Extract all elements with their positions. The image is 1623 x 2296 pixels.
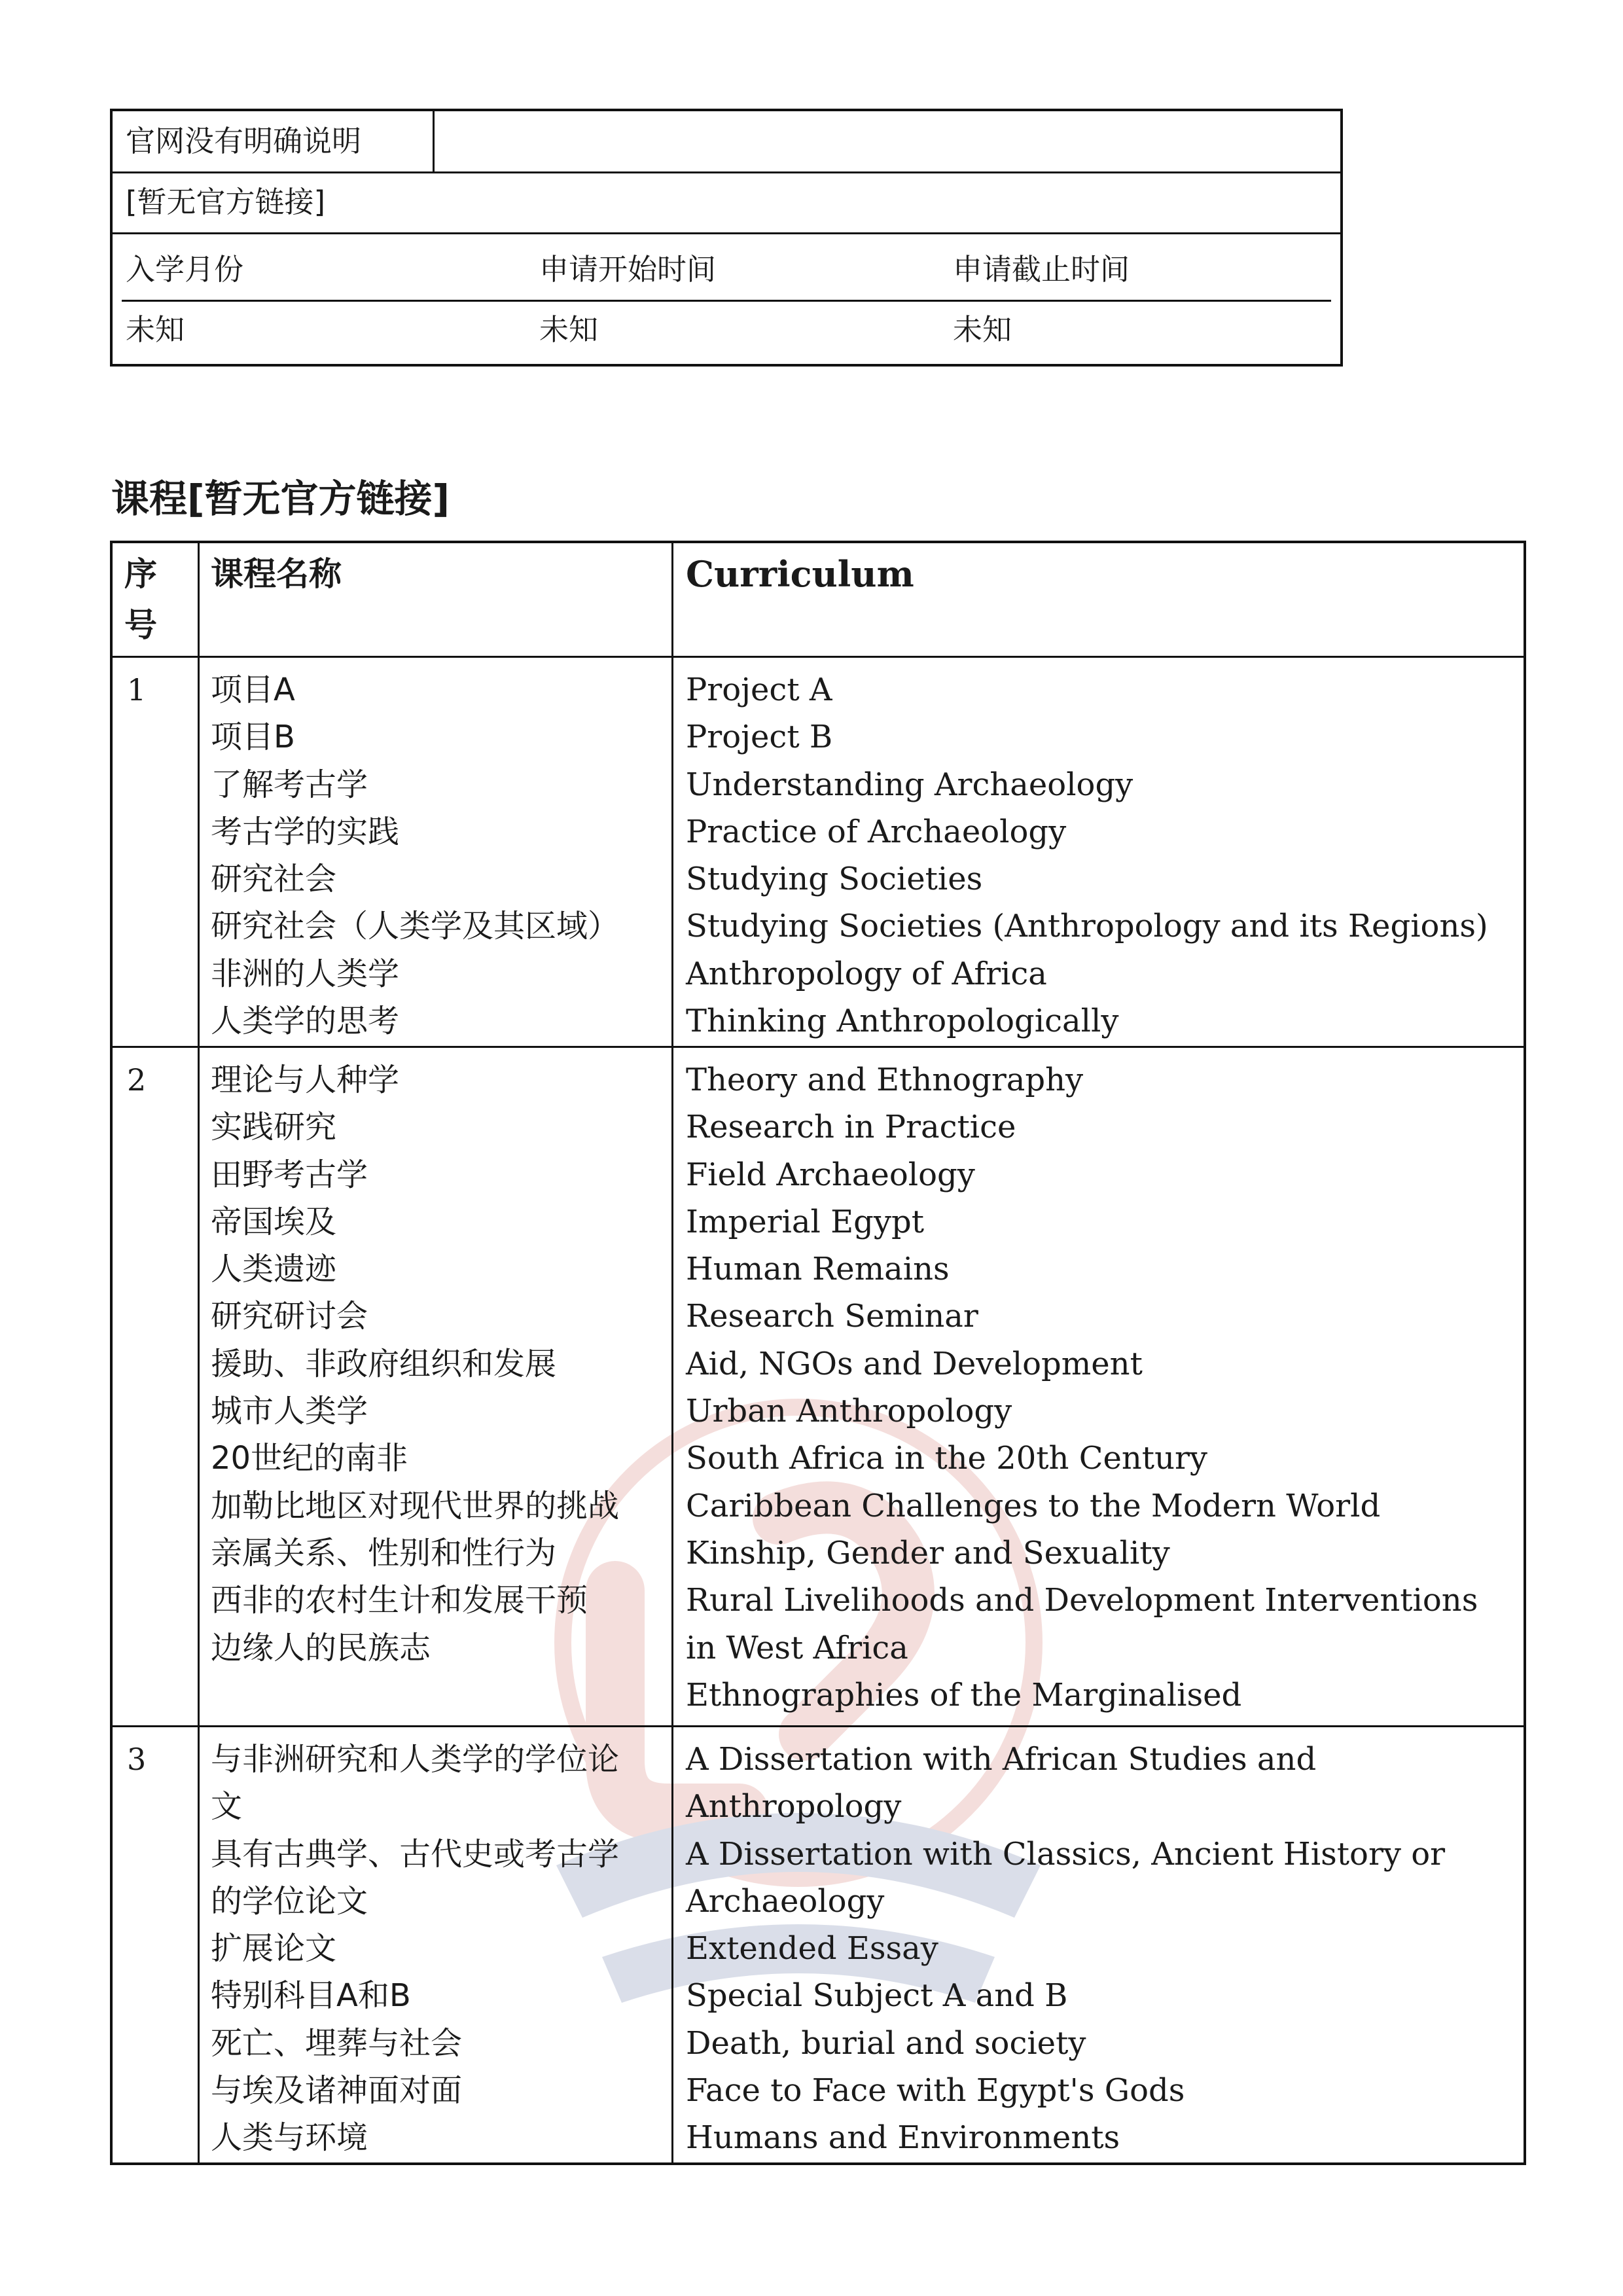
label-intake-month: 入学月份 [126, 252, 244, 287]
course-line: Studying Societies (Anthropology and its Regions) [686, 908, 1488, 945]
row-1-number: 1 [127, 672, 147, 708]
course-line: Theory and Ethnography [686, 1062, 1084, 1098]
course-line: Anthropology [686, 1788, 902, 1825]
course-line: Ethnographies of the Marginalised [686, 1676, 1242, 1713]
column-divider-1 [198, 543, 200, 2162]
course-line: 人类学的思考 [211, 1003, 400, 1040]
course-line: Research Seminar [686, 1298, 978, 1335]
course-line: 与非洲研究和人类学的学位论 [211, 1741, 620, 1778]
course-line: A Dissertation with Classics, Ancient History or [686, 1835, 1446, 1873]
label-application-start: 申请开始时间 [539, 252, 717, 287]
course-line: in West Africa [686, 1629, 908, 1666]
course-line: Imperial Egypt [686, 1203, 925, 1240]
course-line: 理论与人种学 [211, 1062, 400, 1098]
value-application-deadline: 未知 [953, 312, 1012, 347]
course-line: 特别科目A和B [211, 1977, 411, 2015]
course-line: Special Subject A and B [686, 1977, 1068, 2015]
header-number: 序号 [124, 555, 157, 644]
course-line: 援助、非政府组织和发展 [211, 1345, 557, 1382]
course-line: 扩展论文 [211, 1930, 337, 1967]
course-line: 加勒比地区对现代世界的挑战 [211, 1487, 620, 1524]
course-line: Rural Livelihoods and Development Interventions [686, 1582, 1478, 1619]
course-line: 西非的农村生计和发展干预 [211, 1582, 588, 1619]
course-line: Extended Essay [686, 1930, 938, 1967]
course-line: 边缘人的民族志 [211, 1629, 431, 1666]
row-1-english-courses [686, 666, 1510, 1045]
course-line: Field Archaeology [686, 1156, 975, 1193]
value-intake-month: 未知 [126, 312, 185, 347]
course-line: Death, burial and society [686, 2024, 1086, 2062]
row-2-chinese-courses [211, 1056, 662, 1672]
course-line: 田野考古学 [211, 1156, 368, 1193]
course-line: 项目B [211, 719, 295, 756]
column-divider-2 [671, 543, 673, 2162]
info-link-text: [暂无官方链接] [126, 185, 326, 219]
curriculum-heading: 课程[暂无官方链接] [111, 476, 450, 521]
course-line: 20世纪的南非 [211, 1440, 408, 1477]
course-line: South Africa in the 20th Century [686, 1440, 1208, 1477]
course-line: Practice of Archaeology [686, 813, 1067, 850]
curriculum-table [110, 541, 1526, 2165]
course-line: Urban Anthropology [686, 1393, 1012, 1430]
course-line: 项目A [211, 672, 295, 708]
course-line: 城市人类学 [211, 1393, 368, 1430]
course-line: Archaeology [686, 1882, 885, 1920]
course-line: 的学位论文 [211, 1882, 368, 1920]
course-line: Kinship, Gender and Sexuality [686, 1534, 1170, 1571]
course-line: 具有古典学、古代史或考古学 [211, 1835, 620, 1873]
course-line: Thinking Anthropologically [686, 1003, 1119, 1040]
course-line: 人类遗迹 [211, 1251, 337, 1288]
info-row-link [113, 172, 1340, 234]
course-line: Aid, NGOs and Development [686, 1345, 1143, 1382]
course-line: Understanding Archaeology [686, 766, 1133, 803]
course-line: 人类与环境 [211, 2119, 368, 2157]
course-line: 与埃及诸神面对面 [211, 2072, 463, 2109]
course-line: 文 [211, 1788, 243, 1825]
course-line: 研究研讨会 [211, 1298, 368, 1335]
course-line: 了解考古学 [211, 766, 368, 803]
course-line: 死亡、埋葬与社会 [211, 2024, 463, 2062]
row-2-number: 2 [127, 1062, 147, 1098]
admission-info-table [110, 109, 1343, 367]
course-line: 非洲的人类学 [211, 955, 400, 992]
course-line: 考古学的实践 [211, 813, 400, 850]
course-line: Anthropology of Africa [686, 955, 1047, 992]
info-note-cell [113, 111, 435, 171]
course-line: 研究社会 [211, 861, 337, 898]
row-1-chinese-courses [211, 666, 662, 1045]
row-divider-2 [113, 1725, 1524, 1727]
label-application-deadline: 申请截止时间 [953, 252, 1130, 287]
course-line: Humans and Environments [686, 2119, 1120, 2157]
course-line: Project A [686, 672, 832, 708]
row-divider-1 [113, 1046, 1524, 1048]
header-course-name: 课程名称 [211, 555, 342, 593]
course-line: Studying Societies [686, 861, 983, 898]
row-3-chinese-courses [211, 1736, 662, 2162]
header-divider [113, 656, 1524, 658]
course-line: Project B [686, 719, 833, 756]
course-line: A Dissertation with African Studies and [686, 1741, 1317, 1778]
header-curriculum: Curriculum [686, 553, 914, 595]
course-line: 实践研究 [211, 1109, 337, 1146]
info-note-text: 官网没有明确说明 [126, 124, 362, 158]
row-3-english-courses [686, 1736, 1510, 2162]
course-line: Human Remains [686, 1251, 950, 1288]
course-line: Research in Practice [686, 1109, 1016, 1146]
course-line: Face to Face with Egypt's Gods [686, 2072, 1185, 2109]
dates-divider [122, 300, 1331, 302]
row-2-english-courses [686, 1056, 1510, 1719]
course-line: 帝国埃及 [211, 1203, 337, 1240]
course-line: 亲属关系、性别和性行为 [211, 1534, 557, 1571]
course-line: 研究社会（人类学及其区域） [211, 908, 620, 945]
row-3-number: 3 [127, 1742, 147, 1777]
value-application-start: 未知 [539, 312, 599, 347]
course-line: Caribbean Challenges to the Modern World [686, 1487, 1381, 1524]
info-row-note [113, 111, 1340, 173]
